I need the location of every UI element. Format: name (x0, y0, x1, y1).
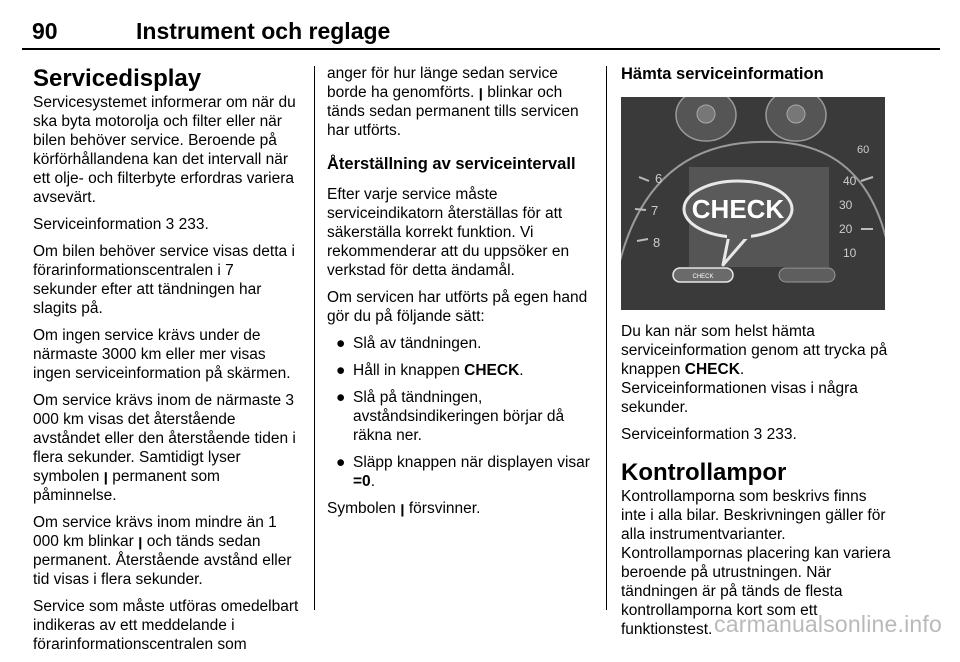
bullet-icon: ● (336, 335, 346, 352)
service-wrench-icon: ꞁ (400, 500, 405, 517)
watermark: carmanualsonline.info (714, 611, 942, 637)
paragraph: Om bilen behöver service visas detta i förarinformationscentralen i 7 sekunder efter att tändningen har slagits på. (33, 243, 295, 317)
bullet-icon: ● (336, 454, 346, 471)
paragraph: Symbolen ꞁ försvinner. (327, 500, 481, 517)
column-divider (314, 66, 315, 610)
gauge-tick-label: 60 (857, 144, 870, 156)
section-heading-servicedisplay: Servicedisplay (33, 65, 202, 92)
gauge-tick-label: 6 (655, 171, 663, 186)
gauge-tick-label: 20 (839, 222, 853, 236)
header-rule (22, 48, 940, 50)
column-1 (33, 64, 299, 662)
column-3 (621, 64, 891, 647)
section-heading-kontrollampor: Kontrollampor (621, 459, 787, 486)
subsection-heading-retrieve: Hämta serviceinformation (621, 65, 824, 83)
paragraph: Om servicen har utförts på egen hand gör du på följande sätt: (327, 289, 588, 325)
service-wrench-icon: ꞁ (103, 468, 108, 485)
check-button-label: CHECK (692, 274, 714, 280)
service-wrench-icon: ꞁ (138, 533, 143, 550)
gauge-tick-label: 10 (843, 246, 857, 260)
paragraph: Efter varje service måste serviceindikatorn återställas för att säkerställa korrekt funktion. Vi rekommenderar att du uppsöker en verkstad för detta ändamål. (327, 186, 570, 279)
paragraph: Om service krävs inom de närmaste 3 000 km visas det återstående avståndet eller den återstående tiden i flera sekunder. Samtidigt lyser symbolen ꞁ permanent som påminnelse. (33, 392, 296, 504)
gauge-tick-label: 40 (843, 174, 857, 188)
column-divider (606, 66, 607, 610)
list-item: ● Håll in knappen CHECK. (336, 362, 524, 379)
paragraph: Service som måste utföras omedelbart indikeras av ett meddelande i förarinformationscentralen som (33, 598, 299, 653)
page-number: 90 (32, 18, 58, 44)
gauge-tick-label: 7 (651, 203, 659, 218)
column-2 (327, 64, 593, 526)
bullet-icon: ● (336, 362, 346, 379)
paragraph: Kontrollamporna som beskrivs finns inte i alla bilar. Beskrivningen gäller för alla instrumentvarianter. Kontrollampornas placering kan variera beroende på utrustningen. När tändningen är på tänds de flesta kontrollamporna kort som ett funktionstest. (621, 488, 891, 638)
paragraph-reference: Serviceinformation 3 233. (621, 426, 797, 443)
page-reference-link[interactable]: 3 233. (165, 216, 209, 233)
subsection-heading-reset: Återställning av serviceintervall (327, 155, 576, 173)
check-callout-label: CHECK (691, 194, 785, 224)
gauge-tick-label: 8 (653, 235, 661, 250)
bullet-icon: ● (336, 389, 346, 406)
paragraph: anger för hur länge sedan service borde ha genomförts. ꞁ blinkar och tänds sedan permanent tills servicen har utförts. (327, 65, 579, 139)
paragraph: Om service krävs inom mindre än 1 000 km blinkar ꞁ och tänds sedan permanent. Återstående avstånd eller tid visas i flera sekunder. (33, 514, 292, 588)
service-wrench-icon: ꞁ (478, 84, 483, 101)
chapter-title: Instrument och reglage (136, 18, 391, 44)
page-header (22, 10, 940, 48)
paragraph-reference: Serviceinformation 3 233. (33, 216, 209, 233)
instrument-cluster-illustration (621, 97, 885, 310)
list-item: ● Slå på tändningen, avståndsindikeringen börjar då räkna ner. (336, 389, 565, 444)
paragraph: Du kan när som helst hämta serviceinformation genom att trycka på knappen CHECK. Serviceinformationen visas i några sekunder. (621, 323, 888, 416)
gauge-tick-label: 30 (839, 198, 853, 212)
list-item: ● Slå av tändningen. (336, 335, 482, 352)
paragraph: Servicesystemet informerar om när du ska byta motorolja och filter eller när bilen behöver service. Beroende på körförhållandena kan det intervall när ett olje- och filterbyte erfordras variera avsevärt. (33, 94, 296, 206)
paragraph: Om ingen service krävs under de närmaste 3000 km eller mer visas ingen serviceinformation på skärmen. (33, 327, 291, 382)
list-item: ● Släpp knappen när displayen visar =0. (336, 454, 590, 490)
page-reference-link[interactable]: 3 233. (753, 426, 797, 443)
